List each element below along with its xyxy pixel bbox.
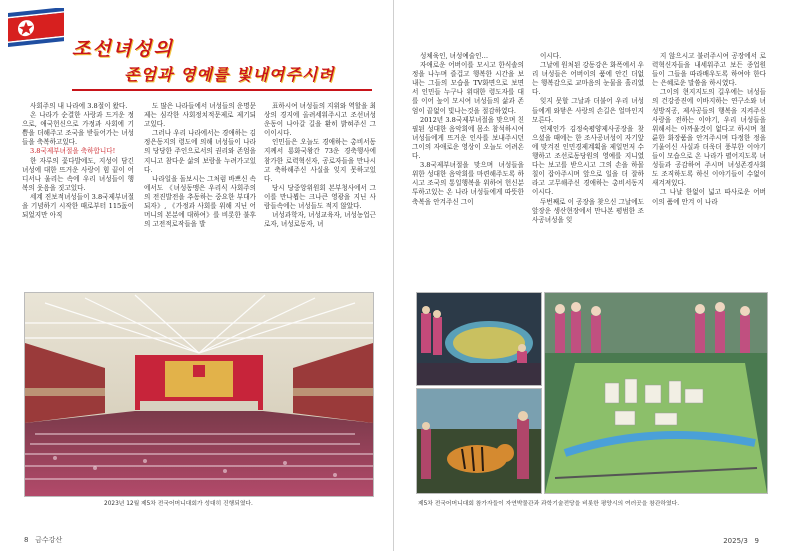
- museum-exhibit-photo: [416, 292, 542, 386]
- left-column-2: [144, 102, 256, 290]
- paragraph: 잊지 못할 그날과 더불어 우리 녀성들에게 와닿은 사랑의 손길은 얼마인지 모른다.: [532, 97, 644, 124]
- paragraph-highlight: 3.8국제부녀절을 축하합니다!: [30, 147, 116, 156]
- paragraph: 지 않으시고 불러주시여 공장에서 로력혁신자들을 내세워주고 보든 종업원들이 그들을 따라배우도록 하여야 한다는 은혜로운 말씀을 하시였다.: [652, 52, 766, 88]
- paragraph: 3.8국제부녀절을 맞으며 녀성들을 위한 성대한 음악회를 마련해주도록 하시고 조국의 통일행복을 위하여 헌신분투하고있는 온 나라 녀성들에게 따뜻한 축복을 안겨주신 그이: [412, 161, 524, 206]
- city-model-photo: [544, 292, 768, 494]
- paragraph: 녀성과학자, 녀성교육자, 녀성농업근로자, 녀성로동자, 녀: [264, 211, 376, 229]
- paragraph: 세계 진보적녀성들이 3.8국제부녀절을 기념하기 시작한 때로부터 115돐이 되었지만 아직: [22, 192, 134, 220]
- paragraph: 자애로운 어버이를 모시고 한식솔의 정을 나누며 즐겁고 행복한 시간을 보내는 그들의 모습을 TV화면으로 보면서 인민들 누구나 위대한 령도자를 대를 이어 높이 모시여 녀성들의 삶과 존엄이 끝없이 빛나는것을 절감하였다.: [412, 61, 524, 115]
- paragraph: 성체육인, 녀성예술인…: [420, 52, 489, 60]
- issue-number: 2025/3: [723, 537, 748, 545]
- title-divider: [72, 89, 372, 91]
- paragraph: 도 많은 나라들에서 녀성들의 운명문제는 심각한 사회정치적문제로 제기되고있다.: [144, 102, 256, 129]
- page-number: 9: [754, 537, 759, 545]
- left-page: [0, 0, 393, 551]
- footer-left: [24, 535, 62, 545]
- paragraph: 그러나 우리 나라에서는 경애하는 김정은동지의 령도에 의해 녀성들이 나라의 당당한 주인으로서의 권리와 존엄을 지니고 참다운 삶의 보람을 누려가고있다.: [144, 129, 256, 174]
- title-line-2: 존엄과 영예를 빛내여주시려: [124, 65, 335, 84]
- right-column-1: [412, 52, 524, 284]
- paragraph: 두번째로 이 공장을 찾으신 그날에도 앞장운 생산현장에서 만나본 평범한 조사공녀성을 잊: [532, 197, 644, 224]
- photo-caption-right: 제5차 전국어머니대회 참가자들이 자연박물관과 과학기술전당을 비롯한 평양시의 여러곳을 참관하였다.: [418, 501, 680, 507]
- paragraph: 2012년 3.8국제부녀절을 맞으며 친필된 성대한 음악회에 몸소 참석하시여 녀성들에게 뜨거운 인사를 보내주시던 그이의 자애로운 영상이 오늘도 어려온다.: [412, 115, 524, 161]
- footer-right: [723, 537, 759, 545]
- paragraph: 사회주의 내 나라에 3.8절이 왔다.: [30, 102, 128, 110]
- paragraph: 그 나날 한없이 넓고 따사로운 어버이의 품에 안겨 이 나라: [652, 188, 766, 206]
- paragraph: 나라일을 돌보시는 그처럼 바쁘신 속에서도 《녀성동맹은 우리식 사회주의의 전진발전을 추동하는 중요한 부대가 되자》, 《가정과 사회를 위해 지닌 어머니의 본분에 대하여》를 비롯한 불후의 고전적로작들을 발: [144, 174, 256, 229]
- paragraph: 언제인가 김정숙평양제사공장을 찾으셨을 때에는 한 조사공녀성이 자기앞에 맞겨진 인민경제계획을 제일먼저 수행하고 조선로동당원의 영예를 지니였다는 보고를 받으시고 그의 손을 하몰칠이 잡아주시며 앞으로 일을 더 잘하라고 고무해주신 경애하는 총비서동지이시다.: [532, 124, 644, 197]
- right-page: [394, 0, 787, 551]
- right-column-2: [532, 52, 644, 284]
- dprk-flag-icon: [8, 8, 66, 48]
- paragraph: 그이의 현지지도의 길우에는 녀성들의 건강증진에 이바지하는 연구소와 녀성방직공, 제사공들의 행복을 지켜주신 사랑을 전하는 이야기, 우리 녀성들을 위해서는 아까울것이 없다고 하시며 철륜한 화장품을 안겨주시며 다정한 정을 기울이신 사실과 더욱더 풍부한 이야기들이 모습으로 온 나라가 펼어지도록 녀성들과 공감하여 주시며 녀성존경사회도 조직하도록 하신 이야기들이 수없이 새겨져있다.: [652, 88, 766, 188]
- right-column-3: [652, 52, 766, 284]
- page-number: 8: [24, 536, 29, 544]
- paragraph: 당시 당중앙위원회 본부청사에서 그이를 만나뵙는 크나큰 영광을 지닌 사람들속에는 녀성들도 적지 않았다.: [264, 183, 376, 211]
- left-column-3: [264, 102, 376, 290]
- photo-caption-left: 2023년 12월 제5차 전국어머니대회가 성대히 진행되였다.: [104, 501, 253, 507]
- paragraph: 이시다.: [540, 52, 562, 60]
- tiger-exhibit-photo: [416, 388, 542, 494]
- conference-hall-photo: [24, 292, 374, 497]
- paragraph: 그날에 원처된 강동강은 화폭에서 우리 녀성들은 어버이의 품에 안긴 더없는 행복감으로 교마음의 눈물을 흘리였다.: [532, 61, 644, 97]
- title-line-1: 조선녀성의: [72, 38, 174, 60]
- magazine-name: 금수강산: [35, 536, 63, 544]
- paragraph: 온 나라가 순결한 사랑과 드거운 정으로, 애국헌신으로 가정과 사회에 기쁨을 더해주고 조국을 받들어가는 녀성들을 축복하고있다.: [22, 111, 134, 147]
- left-column-1: [22, 102, 134, 290]
- paragraph: 표하시여 녀성들의 지위와 역할을 최상의 경지에 올려세워주시고 조선녀성운동이 나아갈 길을 환히 밝혀주신 그이이시다.: [264, 102, 376, 138]
- paragraph: 인민들은 오늘도 경애하는 총비서동지께서 룡화국왕간 73운 경축행사에 참가한 로력혁신자, 공로자들을 만나시고 축하해주신 사실을 잊지 못하고있다.: [264, 138, 376, 183]
- paragraph: 한 자루의 꽃다발에도, 지성이 담긴 녀성에 대한 뜨거운 사랑이 힘 끝이 어디서나 울리는 속에 우리 녀성들이 행복의 웃음을 짓고있다.: [22, 156, 134, 192]
